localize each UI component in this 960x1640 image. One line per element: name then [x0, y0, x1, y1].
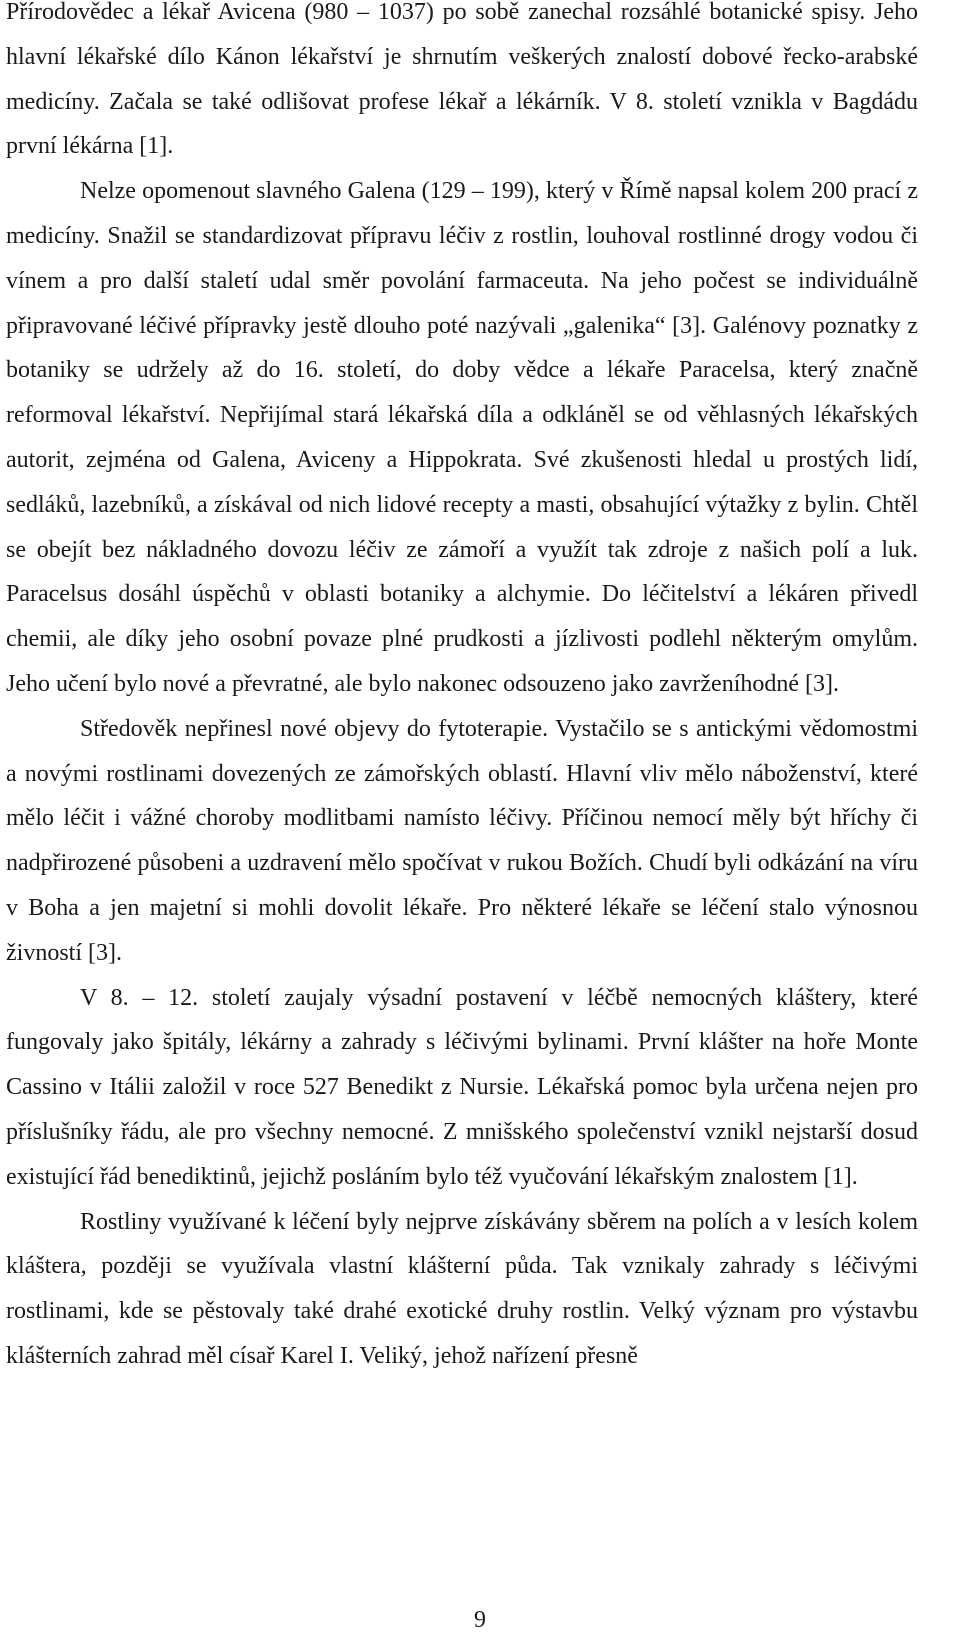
paragraph-monastery-gardens: Rostliny využívané k léčení byly nejprve získávány sběrem na polích a v lesích kolem kláštera, později se využívala vlastní klášterní půda. Tak vznikaly zahrady s léčivými rostlinami, kde se pěstovaly také drahé exotické druhy rostlin. Velký význam pro výstavbu klášterních zahrad měl císař Karel I. Veliký, jehož nařízení přesně	[6, 1208, 918, 1369]
paragraph-middle-ages: Středověk nepřinesl nové objevy do fytoterapie. Vystačilo se s antickými vědomostmi a novými rostlinami dovezených ze zámořských oblastí. Hlavní vliv mělo náboženství, které mělo léčit i vážné choroby modlitbami namísto léčivy. Příčinou nemocí měly být hříchy či nadpřirozené působeni a uzdravení mělo spočívat v rukou Božích. Chudí byli odkázání na víru v Boha a jen majetní si mohli dovolit lékaře. Pro některé lékaře se léčení stalo výnosnou živností [3].	[6, 715, 918, 966]
paragraph-galen-paracelsus: Nelze opomenout slavného Galena (129 – 199), který v Římě napsal kolem 200 prací z medicíny. Snažil se standardizovat přípravu léčiv z rostlin, louhoval rostlinné drogy vodou či vínem a pro další staletí udal směr povolání farmaceuta. Na jeho počest se individuálně připravované léčivé přípravky jestě dlouho poté nazývali „galenika“ [3]. Galénovy poznatky z botaniky se udržely až do 16. století, do doby vědce a lékaře Paracelsa, který značně reformoval lékařství. Nepřijímal stará lékařská díla a odkláněl se od věhlasných lékařských autorit, zejména od Galena, Aviceny a Hippokrata. Své zkušenosti hledal u prostých lidí, sedláků, lazebníků, a získával od nich lidové recepty a masti, obsahující výtažky z bylin. Chtěl se obejít bez nákladného dovozu léčiv ze zámoří a využít tak zdroje z našich polí a luk. Paracelsus dosáhl úspěchů v oblasti botaniky a alchymie. Do léčitelství a lékáren přivedl chemii, ale díky jeho osobní povaze plné prudkosti a jízlivosti podlehl některým omylům. Jeho učení bylo nové a převratné, ale bylo nakonec odsouzeno jako zavrženíhodné [3].	[6, 178, 918, 697]
paragraph-monasteries: V 8. – 12. století zaujaly výsadní postavení v léčbě nemocných kláštery, které fungovaly jako špitály, lékárny a zahrady s léčivými bylinami. První klášter na hoře Monte Cassino v Itálii založil v roce 527 Benedikt z Nursie. Lékařská pomoc byla určena nejen pro příslušníky řádu, ale pro všechny nemocné. Z mnišského společenství vznikl nejstarší dosud existující řád benediktinů, jejichž posláním bylo též vyučování lékařským znalostem [1].	[6, 984, 918, 1190]
page-number: 9	[474, 1607, 486, 1633]
paragraph-avicena: Přírodovědec a lékař Avicena (980 – 1037) po sobě zanechal rozsáhlé botanické spisy. Jeho hlavní lékařské dílo Kánon lékařství je shrnutím veškerých znalostí dobové řecko-arabské medicíny. Začala se také odlišovat profese lékař a lékárník. V 8. století vznikla v Bagdádu první lékárna [1].	[6, 0, 918, 160]
text-body	[6, 0, 918, 1379]
